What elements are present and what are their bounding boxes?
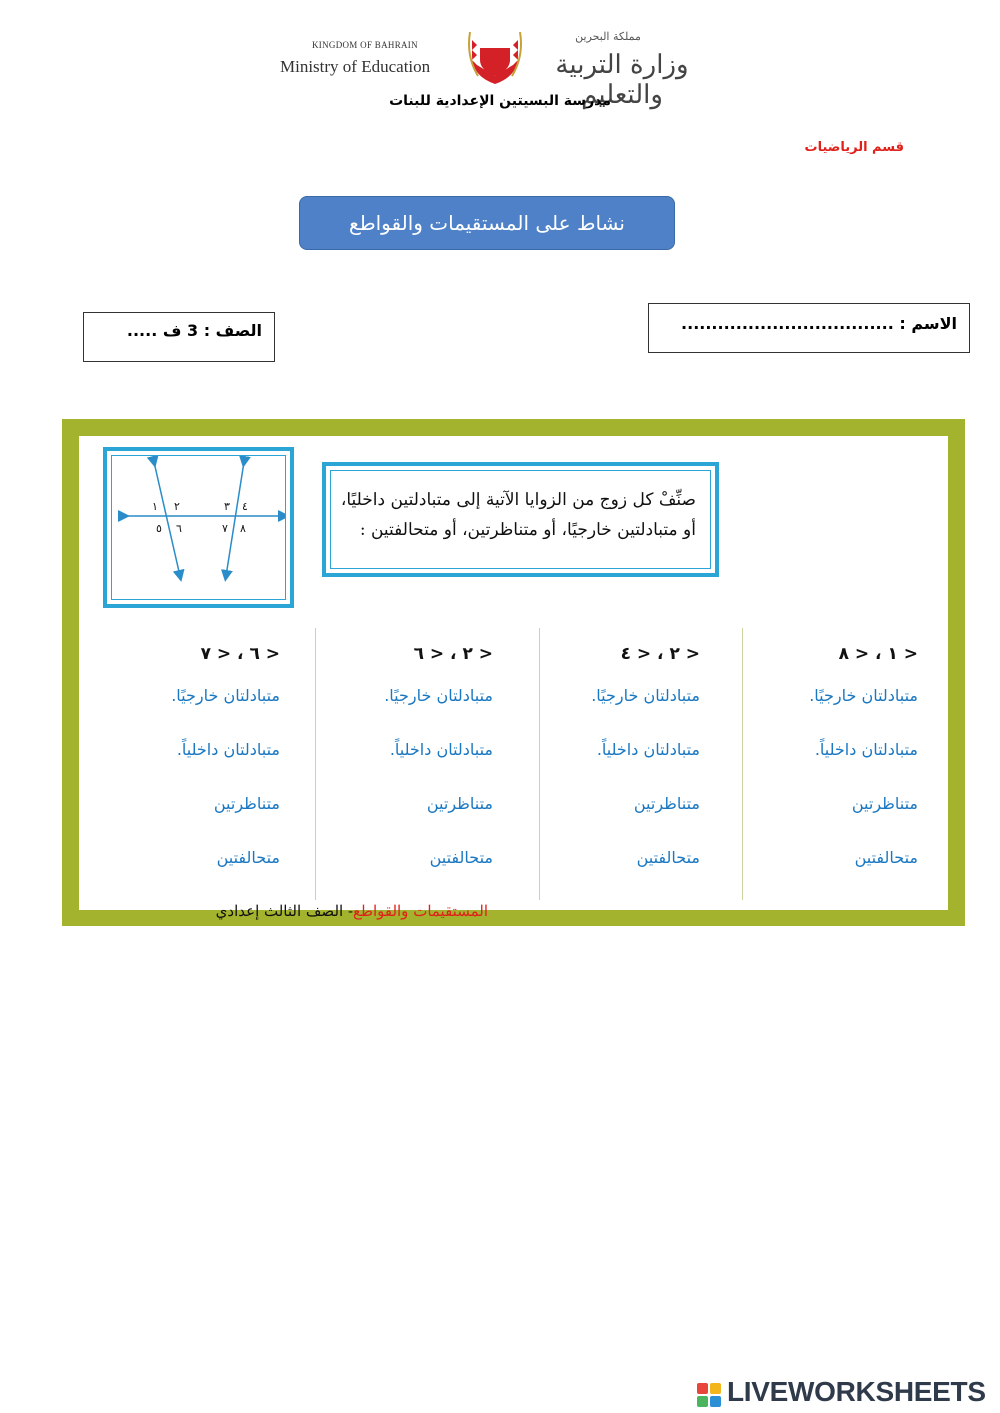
department-label: قسم الرياضيات xyxy=(804,140,904,155)
option-alt-interior[interactable]: متبادلتان داخلياً. xyxy=(814,740,918,759)
class-field[interactable] xyxy=(83,312,275,362)
angle-pair: < ٦ ، < ٧ xyxy=(200,644,280,664)
liveworksheets-wordmark: LIVEWORKSHEETS xyxy=(727,1376,986,1407)
school-name: مدرسة البسيتين الإعدادية للبنات xyxy=(389,93,611,109)
option-co-interior[interactable]: متحالفتين xyxy=(854,848,918,867)
liveworksheets-grid-icon xyxy=(697,1383,721,1407)
name-field[interactable] xyxy=(648,303,970,353)
angle-label-3: ٣ xyxy=(224,500,230,513)
ministry-name-en: Ministry of Education xyxy=(280,57,431,76)
option-corresponding[interactable]: متناظرتين xyxy=(633,794,700,813)
liveworksheets-logo[interactable] xyxy=(697,1376,997,1408)
lesson-grade: - الصف الثالث إعدادي xyxy=(215,902,354,920)
option-co-interior[interactable]: متحالفتين xyxy=(636,848,700,867)
angle-label-6: ٦ xyxy=(176,522,182,535)
lesson-topic: المستقيمات والقواطع xyxy=(353,902,488,920)
transversal-diagram xyxy=(103,447,294,608)
angle-pair: < ٢ ، < ٤ xyxy=(620,644,700,664)
name-label: الاسم : xyxy=(899,314,957,333)
class-label: الصف : 3 ف ..... xyxy=(126,321,262,340)
question-column-3 xyxy=(293,644,493,902)
angle-label-7: ٧ xyxy=(222,522,228,535)
option-co-interior[interactable]: متحالفتين xyxy=(216,848,280,867)
option-corresponding[interactable]: متناظرتين xyxy=(213,794,280,813)
option-co-interior[interactable]: متحالفتين xyxy=(429,848,493,867)
angle-label-5: ٥ xyxy=(156,522,162,535)
angle-label-8: ٨ xyxy=(240,522,246,535)
question-column-4 xyxy=(80,644,280,902)
angle-label-2: ٢ xyxy=(174,500,180,513)
lesson-caption xyxy=(100,902,488,920)
kingdom-label-ar: مملكة البحرين xyxy=(575,30,641,43)
angle-label-4: ٤ xyxy=(242,500,248,513)
angle-pair: < ١ ، < ٨ xyxy=(838,644,918,664)
option-alt-interior[interactable]: متبادلتان داخلياً. xyxy=(176,740,280,759)
instruction-box xyxy=(322,462,719,577)
option-alt-interior[interactable]: متبادلتان داخلياً. xyxy=(596,740,700,759)
option-alt-exterior[interactable]: متبادلتان خارجيًا. xyxy=(591,686,700,705)
lines-diagram-icon xyxy=(112,456,285,599)
bahrain-emblem-icon xyxy=(466,26,524,86)
angle-pair: < ٢ ، < ٦ xyxy=(413,644,493,664)
question-column-1 xyxy=(718,644,918,902)
instruction-line-1: صنِّفْ كل زوج من الزوايا الآتية إلى متبادلتين داخليًا، xyxy=(340,490,696,510)
option-alt-exterior[interactable]: متبادلتان خارجيًا. xyxy=(171,686,280,705)
name-dots: ................................... xyxy=(681,314,894,333)
option-corresponding[interactable]: متناظرتين xyxy=(851,794,918,813)
kingdom-label-en: KINGDOM OF BAHRAIN xyxy=(312,40,418,50)
instruction-line-2: أو متبادلتين خارجيًا، أو متناظرتين، أو متحالفتين : xyxy=(359,520,696,540)
angle-label-1: ١ xyxy=(152,500,158,513)
worksheet-title: نشاط على المستقيمات والقواطع xyxy=(299,196,675,250)
option-alt-interior[interactable]: متبادلتان داخلياً. xyxy=(389,740,493,759)
option-alt-exterior[interactable]: متبادلتان خارجيًا. xyxy=(809,686,918,705)
ministry-name-ar: وزارة التربية والتعليم xyxy=(555,50,689,110)
option-corresponding[interactable]: متناظرتين xyxy=(426,794,493,813)
question-column-2 xyxy=(500,644,700,902)
option-alt-exterior[interactable]: متبادلتان خارجيًا. xyxy=(384,686,493,705)
